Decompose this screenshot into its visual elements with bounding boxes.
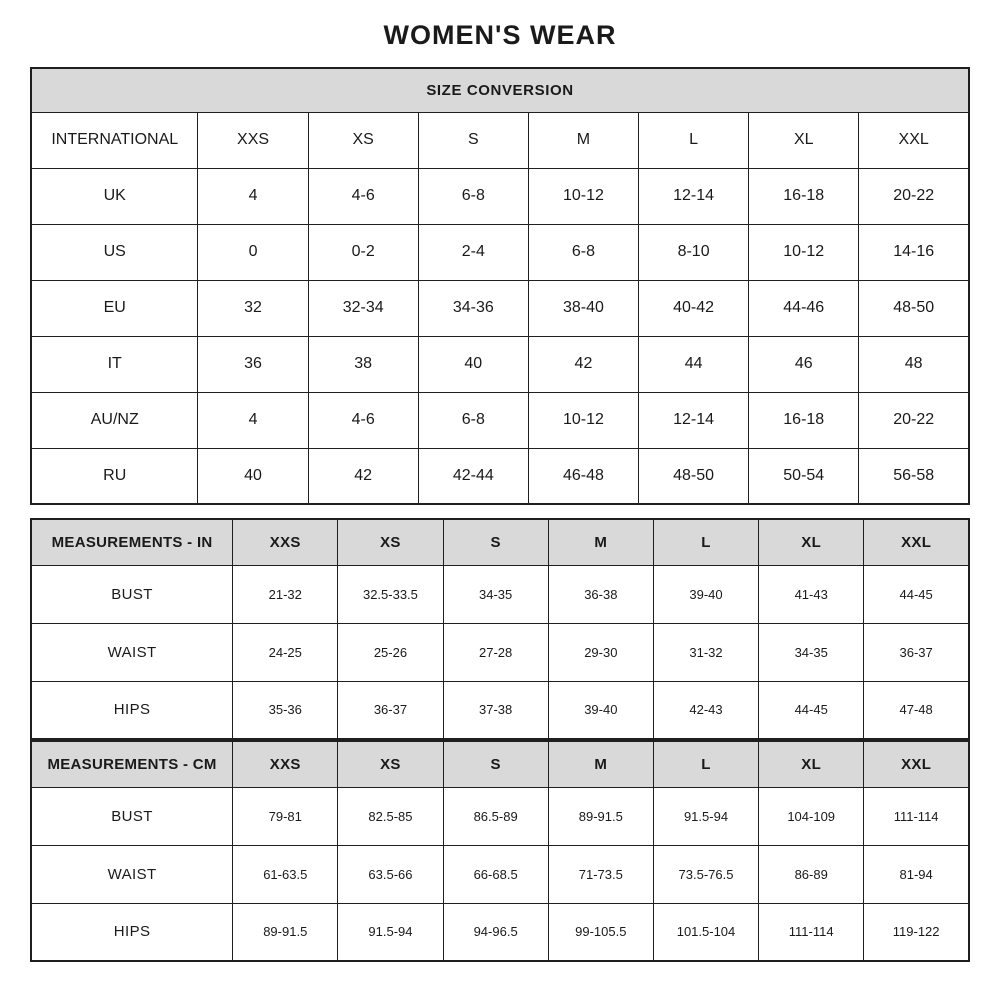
table-row-aunz [31,392,969,448]
table-cell: 6-8 [418,168,528,224]
table-cell: 73.5-76.5 [653,845,758,903]
table-cell: 21-32 [233,565,338,623]
table-cell: 63.5-66 [338,845,443,903]
header-l: L [653,741,758,787]
table-cell: 35-36 [233,681,338,739]
table-cell: 86-89 [759,845,864,903]
page-title: WOMEN'S WEAR [383,20,617,50]
table-cell: 50-54 [749,448,859,504]
row-label: UK [31,168,198,224]
table-cell: 2-4 [418,224,528,280]
table-cell: 99-105.5 [548,903,653,961]
header-xs: XS [308,112,418,168]
table-cell: 4-6 [308,392,418,448]
table-cell: 12-14 [639,392,749,448]
measurements-cm-title: MEASUREMENTS - CM [31,741,233,787]
table-cell: 29-30 [548,623,653,681]
table-cell: 34-36 [418,280,528,336]
table-cell: 119-122 [864,903,969,961]
header-s: S [443,741,548,787]
size-conversion-title-row [31,68,969,112]
table-row-it [31,336,969,392]
header-xl: XL [759,519,864,565]
header-xxs: XXS [233,519,338,565]
header-xxl: XXL [864,519,969,565]
header-xxl: XXL [864,741,969,787]
row-label: RU [31,448,198,504]
table-cell: 8-10 [639,224,749,280]
header-m: M [548,519,653,565]
header-m: M [548,741,653,787]
table-cell: 94-96.5 [443,903,548,961]
table-cell: 12-14 [639,168,749,224]
table-cell: 6-8 [418,392,528,448]
header-xxs: XXS [198,112,308,168]
table-cell: 101.5-104 [653,903,758,961]
table-cell: 36-37 [864,623,969,681]
table-cell: 44-45 [759,681,864,739]
measurements-cm-header-row [31,741,969,787]
table-cell: 4-6 [308,168,418,224]
table-cell: 111-114 [759,903,864,961]
header-xl: XL [759,741,864,787]
table-cell: 61-63.5 [233,845,338,903]
table-row-waist-cm [31,845,969,903]
table-cell: 42 [528,336,638,392]
table-cell: 27-28 [443,623,548,681]
table-cell: 39-40 [548,681,653,739]
table-cell: 44 [639,336,749,392]
row-label: BUST [31,787,233,845]
table-cell: 37-38 [443,681,548,739]
table-cell: 86.5-89 [443,787,548,845]
table-cell: 40 [198,448,308,504]
header-xs: XS [338,519,443,565]
table-cell: 81-94 [864,845,969,903]
table-cell: 46 [749,336,859,392]
header-xl: XL [749,112,859,168]
header-international: INTERNATIONAL [31,112,198,168]
table-cell: 42 [308,448,418,504]
header-xs: XS [338,741,443,787]
table-cell: 39-40 [653,565,758,623]
table-row-hips-in [31,681,969,739]
table-cell: 79-81 [233,787,338,845]
table-cell: 4 [198,168,308,224]
table-cell: 82.5-85 [338,787,443,845]
table-cell: 34-35 [759,623,864,681]
table-cell: 56-58 [859,448,969,504]
measurements-in-title: MEASUREMENTS - IN [31,519,233,565]
row-label: BUST [31,565,233,623]
table-cell: 16-18 [749,392,859,448]
measurements-in-header-row [31,519,969,565]
table-cell: 91.5-94 [338,903,443,961]
table-cell: 66-68.5 [443,845,548,903]
header-xxs: XXS [233,741,338,787]
table-cell: 0 [198,224,308,280]
table-row-uk [31,168,969,224]
header-s: S [418,112,528,168]
table-cell: 48-50 [639,448,749,504]
table-cell: 44-45 [864,565,969,623]
table-cell: 24-25 [233,623,338,681]
table-cell: 89-91.5 [548,787,653,845]
table-cell: 14-16 [859,224,969,280]
table-cell: 40-42 [639,280,749,336]
table-row-us [31,224,969,280]
row-label: WAIST [31,623,233,681]
table-cell: 36-37 [338,681,443,739]
measurements-cm-table [30,740,970,962]
table-row-waist-in [31,623,969,681]
row-label: US [31,224,198,280]
header-s: S [443,519,548,565]
row-label: WAIST [31,845,233,903]
header-m: M [528,112,638,168]
table-cell: 6-8 [528,224,638,280]
size-conversion-table [30,67,970,505]
table-cell: 48-50 [859,280,969,336]
table-cell: 34-35 [443,565,548,623]
table-row-eu [31,280,969,336]
table-cell: 42-44 [418,448,528,504]
table-cell: 47-48 [864,681,969,739]
row-label: HIPS [31,903,233,961]
table-cell: 32 [198,280,308,336]
table-cell: 36 [198,336,308,392]
table-row-hips-cm [31,903,969,961]
measurements-in-table [30,518,970,740]
table-cell: 91.5-94 [653,787,758,845]
header-l: L [653,519,758,565]
table-cell: 10-12 [749,224,859,280]
table-cell: 111-114 [864,787,969,845]
table-cell: 38 [308,336,418,392]
table-cell: 42-43 [653,681,758,739]
header-xxl: XXL [859,112,969,168]
table-cell: 48 [859,336,969,392]
table-cell: 0-2 [308,224,418,280]
table-row-bust-cm [31,787,969,845]
table-cell: 20-22 [859,392,969,448]
table-row-ru [31,448,969,504]
table-cell: 89-91.5 [233,903,338,961]
size-conversion-title: SIZE CONVERSION [31,68,969,112]
table-cell: 31-32 [653,623,758,681]
table-cell: 25-26 [338,623,443,681]
row-label: HIPS [31,681,233,739]
table-cell: 4 [198,392,308,448]
table-cell: 38-40 [528,280,638,336]
table-cell: 104-109 [759,787,864,845]
table-row-bust-in [31,565,969,623]
table-cell: 44-46 [749,280,859,336]
table-cell: 20-22 [859,168,969,224]
table-cell: 46-48 [528,448,638,504]
row-label: EU [31,280,198,336]
table-cell: 32-34 [308,280,418,336]
table-cell: 40 [418,336,528,392]
header-l: L [639,112,749,168]
table-cell: 71-73.5 [548,845,653,903]
row-label: AU/NZ [31,392,198,448]
size-conversion-header-row [31,112,969,168]
table-cell: 10-12 [528,392,638,448]
table-cell: 16-18 [749,168,859,224]
table-cell: 10-12 [528,168,638,224]
table-cell: 36-38 [548,565,653,623]
table-cell: 32.5-33.5 [338,565,443,623]
row-label: IT [31,336,198,392]
table-cell: 41-43 [759,565,864,623]
